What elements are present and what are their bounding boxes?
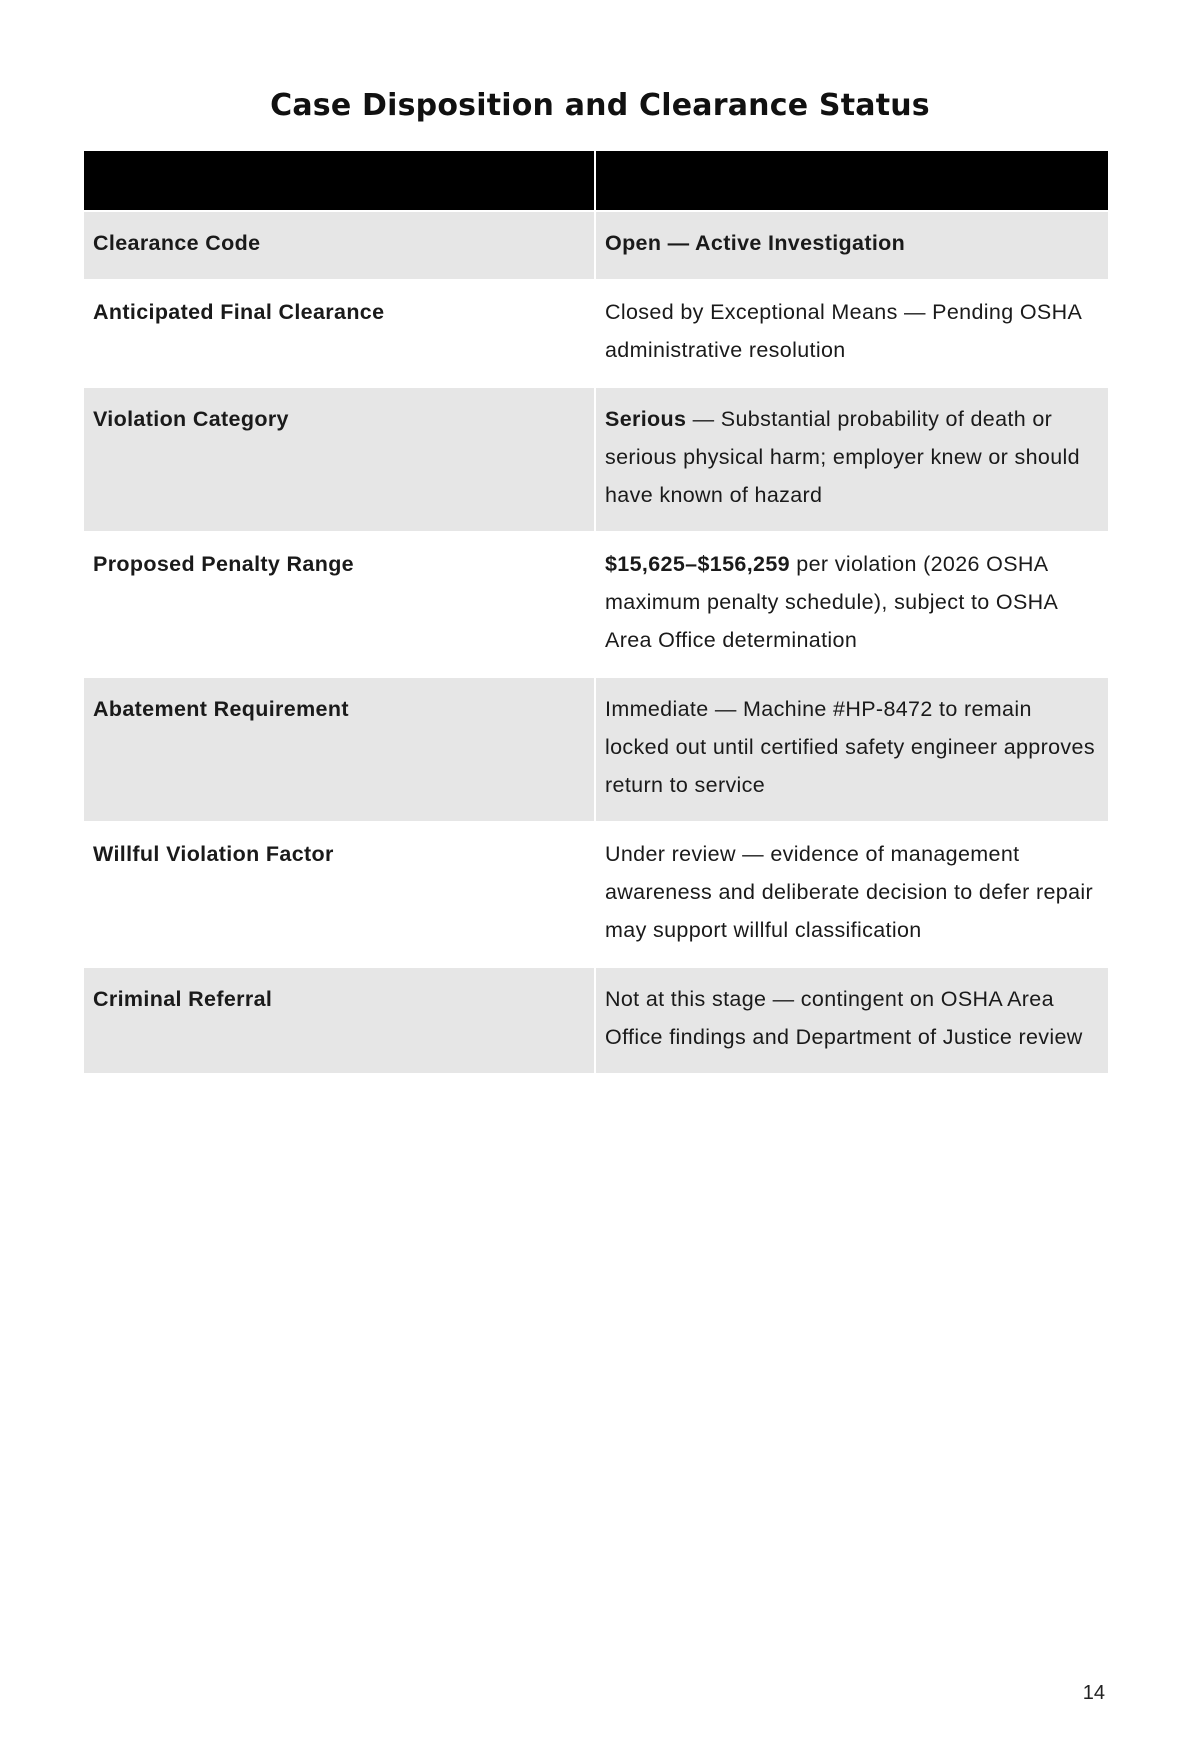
table-row: [84, 967, 1108, 1073]
row-label: Abatement Requirement: [84, 677, 595, 822]
table-row: [84, 532, 1108, 677]
table-row: [84, 822, 1108, 967]
row-value: [595, 280, 1108, 387]
row-value: [595, 211, 1108, 280]
table-header-cell-field: [84, 151, 595, 211]
row-value: [595, 532, 1108, 677]
row-value-emphasis: $15,625–$156,259: [605, 552, 790, 576]
table-header-cell-status: [595, 151, 1108, 211]
row-value-text: per violation (2026 OSHA maximum penalty schedule), subject to OSHA Area Office determination: [605, 552, 1058, 652]
row-value-text: Closed by Exceptional Means — Pending OSHA administrative resolution: [605, 300, 1082, 362]
table-row: [84, 280, 1108, 387]
page-number: 14: [1082, 1682, 1105, 1704]
table-row: [84, 387, 1108, 532]
row-value-text: — Substantial probability of death or serious physical harm; employer knew or should have known of hazard: [605, 407, 1080, 507]
table-header-row: [84, 151, 1108, 211]
row-value-emphasis: Open — Active Investigation: [605, 231, 906, 255]
row-value-text: Under review — evidence of management awareness and deliberate decision to defer repair may support willful classification: [605, 842, 1094, 942]
row-value: [595, 822, 1108, 967]
row-label: Proposed Penalty Range: [84, 532, 595, 677]
row-value: [595, 967, 1108, 1073]
table-row: [84, 677, 1108, 822]
row-value-text: Immediate — Machine #HP-8472 to remain locked out until certified safety engineer approves return to service: [605, 697, 1095, 797]
page-title: Case Disposition and Clearance Status: [270, 88, 930, 123]
row-value: [595, 387, 1108, 532]
row-value-text: Not at this stage — contingent on OSHA Area Office findings and Department of Justice review: [605, 987, 1083, 1049]
row-value-emphasis: Serious: [605, 407, 687, 431]
disposition-table: [84, 151, 1108, 1073]
row-label: Anticipated Final Clearance: [84, 280, 595, 387]
row-value: [595, 677, 1108, 822]
table-row: [84, 211, 1108, 280]
row-label: Willful Violation Factor: [84, 822, 595, 967]
row-label: Clearance Code: [84, 211, 595, 280]
row-label: Criminal Referral: [84, 967, 595, 1073]
row-label: Violation Category: [84, 387, 595, 532]
